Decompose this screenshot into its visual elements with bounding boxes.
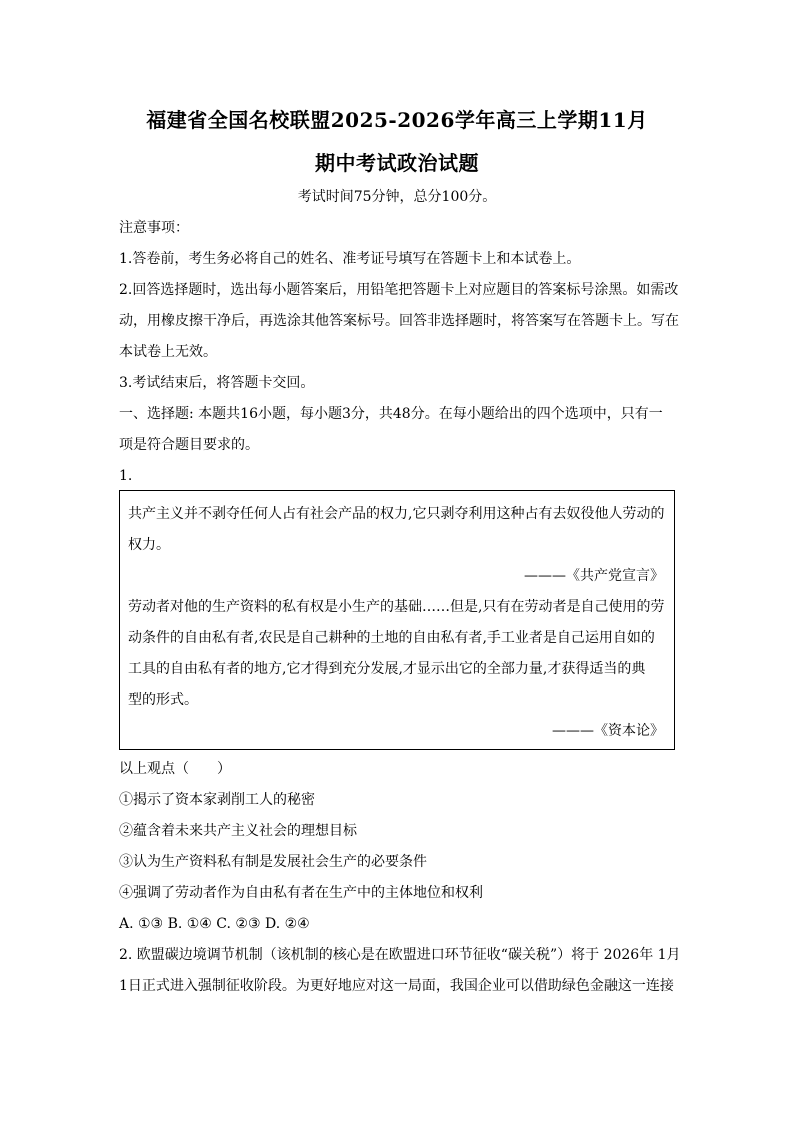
- question-2-line1: 2. 欧盟碳边境调节机制（该机制的核心是在欧盟进口环节征收“碳关税”）将于 2026年 1月: [119, 947, 681, 963]
- quote2-line1: 劳动者对他的生产资料的私有权是小生产的基础……但是,只有在劳动者是自己使用的劳: [128, 599, 665, 615]
- quote2-line4: 型的形式。: [128, 692, 198, 708]
- notice-item-3: 3.考试结束后，将答题卡交回。: [119, 375, 315, 391]
- notice-heading: 注意事项：: [119, 220, 189, 236]
- option-2: ②蕴含着未来共产主义社会的理想目标: [119, 823, 357, 839]
- notice-item-2: 2.回答选择题时，选出每小题答案后，用铅笔把答题卡上对应题目的答案标号涂黑。如需改: [119, 282, 679, 298]
- exam-title-line2: 期中考试政治试题: [315, 151, 479, 175]
- notice-item-1: 1.答卷前，考生务必将自己的姓名、准考证号填写在答题卡上和本试卷上。: [119, 251, 581, 267]
- question-2-line2: 1日正式进入强制征收阶段。为更好地应对这一局面，我国企业可以借助绿色金融这一连接: [119, 978, 674, 994]
- quote2-source: ———《资本论》: [552, 723, 664, 739]
- quote1-source: ———《共产党宣言》: [524, 568, 664, 584]
- option-3: ③认为生产资料私有制是发展社会生产的必要条件: [119, 854, 427, 870]
- notice-item-2-cont: 动，用橡皮擦干净后，再选涂其他答案标号。回答非选择题时，将答案写在答题卡上。写在: [119, 313, 679, 329]
- section-heading-line1: 一、选择题: 本题共16小题，每小题3分，共48分。在每小题给出的四个选项中，只有一: [119, 406, 663, 422]
- exam-info: 考试时间75分钟，总分100分。: [297, 189, 497, 205]
- question-1-number: 1.: [119, 468, 133, 484]
- option-1: ①揭示了资本家剥削工人的秘密: [119, 792, 315, 808]
- option-4: ④强调了劳动者作为自由私有者在生产中的主体地位和权利: [119, 885, 483, 901]
- section-heading-line2: 项是符合题目要求的。: [119, 437, 259, 453]
- quote2-line3: 工具的自由私有者的地方,它才得到充分发展,才显示出它的全部力量,才获得适当的典: [128, 661, 646, 677]
- question-1-stem: 以上观点（ ）: [119, 761, 231, 777]
- notice-item-2-end: 本试卷上无效。: [119, 344, 217, 360]
- quote1-line2: 权力。: [128, 537, 170, 553]
- answer-choices: A. ①③ B. ①④ C. ②③ D. ②④: [119, 916, 310, 932]
- exam-title-line1: 福建省全国名校联盟2025-2026学年高三上学期11月: [146, 108, 648, 132]
- quote2-line2: 动条件的自由私有者,农民是自己耕种的土地的自由私有者,手工业者是自己运用自如的: [128, 630, 655, 646]
- quote1-line1: 共产主义并不剥夺任何人占有社会产品的权力,它只剥夺利用这种占有去奴役他人劳动的: [128, 506, 665, 522]
- quote-box: [119, 490, 675, 750]
